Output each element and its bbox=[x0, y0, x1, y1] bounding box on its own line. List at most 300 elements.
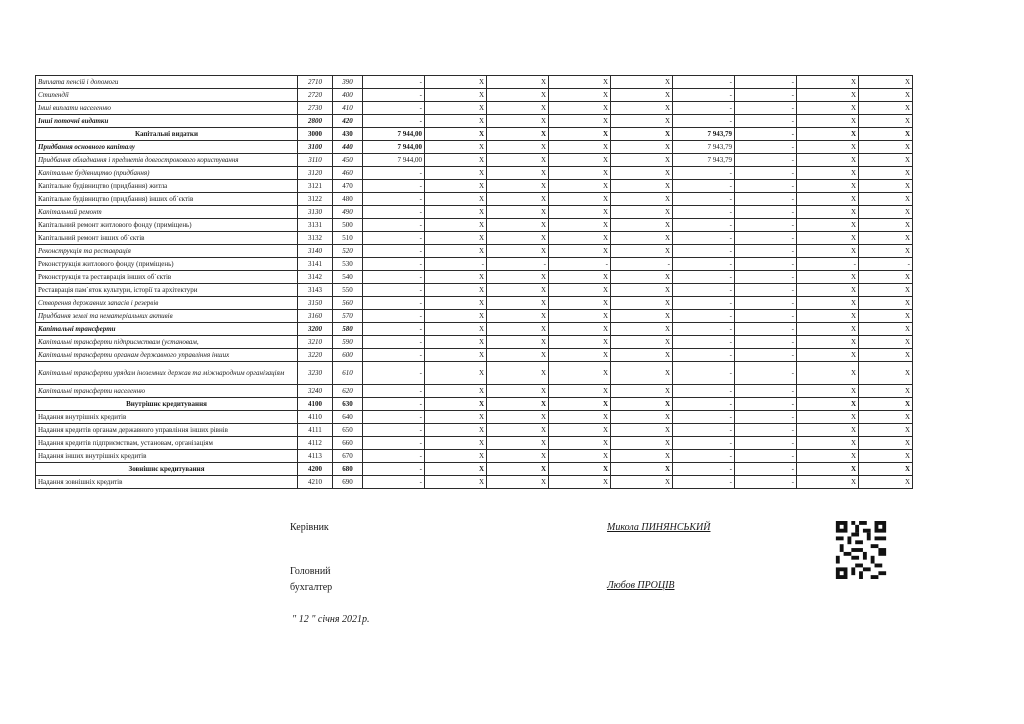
row-line-cell: 610 bbox=[333, 362, 363, 385]
row-value-cell: - bbox=[363, 362, 425, 385]
row-value-cell: - bbox=[735, 76, 797, 89]
accountant-label-line1: Головний bbox=[290, 566, 331, 577]
row-value-cell: X bbox=[859, 476, 913, 489]
row-value-cell: - bbox=[549, 258, 611, 271]
row-value-cell: X bbox=[859, 193, 913, 206]
row-value-cell: - bbox=[735, 193, 797, 206]
row-value-cell: X bbox=[859, 115, 913, 128]
row-value-cell: X bbox=[797, 180, 859, 193]
row-line-cell: 430 bbox=[333, 128, 363, 141]
row-value-cell: - bbox=[735, 206, 797, 219]
row-value-cell: - bbox=[735, 167, 797, 180]
row-value-cell: X bbox=[797, 476, 859, 489]
report-date: " 12 " січня 2021р. bbox=[292, 614, 370, 625]
table-row bbox=[36, 310, 913, 323]
row-value-cell: X bbox=[797, 232, 859, 245]
row-value-cell: - bbox=[363, 206, 425, 219]
row-value-cell: - bbox=[797, 258, 859, 271]
table-row bbox=[36, 450, 913, 463]
row-value-cell: 7 943,79 bbox=[673, 154, 735, 167]
row-value-cell: X bbox=[859, 232, 913, 245]
row-value-cell: X bbox=[859, 424, 913, 437]
row-name-cell: Капітальний ремонт інших об`єктів bbox=[36, 232, 298, 245]
row-value-cell: - bbox=[735, 362, 797, 385]
row-value-cell: X bbox=[797, 284, 859, 297]
row-value-cell: X bbox=[487, 232, 549, 245]
row-value-cell: - bbox=[363, 284, 425, 297]
row-value-cell: X bbox=[859, 349, 913, 362]
row-line-cell: 590 bbox=[333, 336, 363, 349]
row-value-cell: - bbox=[735, 180, 797, 193]
row-code-cell: 4112 bbox=[298, 437, 333, 450]
row-value-cell: X bbox=[611, 284, 673, 297]
table-row bbox=[36, 258, 913, 271]
row-value-cell: - bbox=[363, 476, 425, 489]
row-name-cell: Надання зовнішніх кредитів bbox=[36, 476, 298, 489]
row-name-cell: Капітальні трансферти підприємствам (установам, bbox=[36, 336, 298, 349]
row-value-cell: X bbox=[549, 284, 611, 297]
row-value-cell: X bbox=[611, 180, 673, 193]
row-value-cell: X bbox=[425, 411, 487, 424]
row-value-cell: X bbox=[611, 450, 673, 463]
row-value-cell: X bbox=[859, 297, 913, 310]
row-code-cell: 3230 bbox=[298, 362, 333, 385]
row-value-cell: - bbox=[487, 258, 549, 271]
row-value-cell: X bbox=[487, 245, 549, 258]
row-value-cell: - bbox=[735, 349, 797, 362]
row-value-cell: X bbox=[425, 476, 487, 489]
row-value-cell: X bbox=[487, 193, 549, 206]
row-value-cell: - bbox=[735, 398, 797, 411]
row-value-cell: - bbox=[735, 463, 797, 476]
row-value-cell: - bbox=[735, 271, 797, 284]
table-row bbox=[36, 167, 913, 180]
row-value-cell: X bbox=[487, 424, 549, 437]
row-code-cell: 4110 bbox=[298, 411, 333, 424]
row-value-cell: X bbox=[549, 141, 611, 154]
row-code-cell: 3132 bbox=[298, 232, 333, 245]
row-value-cell: X bbox=[487, 411, 549, 424]
row-value-cell: - bbox=[363, 89, 425, 102]
row-value-cell: X bbox=[859, 76, 913, 89]
row-value-cell: - bbox=[673, 167, 735, 180]
row-value-cell: 7 943,79 bbox=[673, 128, 735, 141]
row-value-cell: - bbox=[735, 258, 797, 271]
row-code-cell: 3143 bbox=[298, 284, 333, 297]
row-value-cell: - bbox=[611, 258, 673, 271]
row-line-cell: 660 bbox=[333, 437, 363, 450]
row-code-cell: 4111 bbox=[298, 424, 333, 437]
row-value-cell: X bbox=[859, 271, 913, 284]
row-line-cell: 490 bbox=[333, 206, 363, 219]
table-row bbox=[36, 476, 913, 489]
row-name-cell: Капітальний ремонт житлового фонду (приміщень) bbox=[36, 219, 298, 232]
row-line-cell: 680 bbox=[333, 463, 363, 476]
row-value-cell: X bbox=[611, 437, 673, 450]
row-value-cell: X bbox=[425, 349, 487, 362]
accountant-name: Любов ПРОЦІВ bbox=[607, 580, 675, 591]
row-value-cell: X bbox=[797, 102, 859, 115]
row-value-cell: - bbox=[363, 323, 425, 336]
row-line-cell: 600 bbox=[333, 349, 363, 362]
row-value-cell: X bbox=[487, 76, 549, 89]
row-value-cell: - bbox=[363, 258, 425, 271]
row-code-cell: 3200 bbox=[298, 323, 333, 336]
row-value-cell: X bbox=[425, 398, 487, 411]
row-value-cell: - bbox=[363, 424, 425, 437]
row-value-cell: X bbox=[549, 102, 611, 115]
row-value-cell: X bbox=[859, 102, 913, 115]
row-value-cell: 7 943,79 bbox=[673, 141, 735, 154]
row-value-cell: X bbox=[549, 336, 611, 349]
row-name-cell: Реставрація пам`яток культури, історії та архітектури bbox=[36, 284, 298, 297]
row-value-cell: X bbox=[487, 219, 549, 232]
row-value-cell: - bbox=[363, 219, 425, 232]
row-value-cell: - bbox=[673, 336, 735, 349]
row-code-cell: 4210 bbox=[298, 476, 333, 489]
row-value-cell: - bbox=[673, 463, 735, 476]
table-row bbox=[36, 115, 913, 128]
row-value-cell: - bbox=[735, 115, 797, 128]
row-value-cell: X bbox=[487, 128, 549, 141]
row-line-cell: 540 bbox=[333, 271, 363, 284]
table-row bbox=[36, 206, 913, 219]
row-value-cell: - bbox=[363, 76, 425, 89]
row-value-cell: - bbox=[735, 437, 797, 450]
row-name-cell: Капітальні трансферти населенню bbox=[36, 385, 298, 398]
row-value-cell: X bbox=[611, 193, 673, 206]
row-value-cell: - bbox=[735, 89, 797, 102]
row-value-cell: - bbox=[425, 258, 487, 271]
row-value-cell: X bbox=[425, 385, 487, 398]
row-value-cell: - bbox=[673, 102, 735, 115]
row-value-cell: X bbox=[549, 362, 611, 385]
row-value-cell: X bbox=[487, 297, 549, 310]
row-value-cell: X bbox=[549, 89, 611, 102]
table-row bbox=[36, 398, 913, 411]
row-value-cell: - bbox=[735, 476, 797, 489]
row-value-cell: X bbox=[425, 89, 487, 102]
row-value-cell: X bbox=[487, 89, 549, 102]
row-value-cell: - bbox=[673, 323, 735, 336]
row-value-cell: X bbox=[611, 362, 673, 385]
row-name-cell: Надання кредитів органам державного управління інших рівнів bbox=[36, 424, 298, 437]
table-row bbox=[36, 385, 913, 398]
row-value-cell: - bbox=[673, 232, 735, 245]
row-value-cell: X bbox=[425, 450, 487, 463]
row-value-cell: X bbox=[425, 297, 487, 310]
table-row bbox=[36, 437, 913, 450]
row-value-cell: X bbox=[487, 323, 549, 336]
row-value-cell: X bbox=[797, 89, 859, 102]
row-value-cell: X bbox=[797, 167, 859, 180]
row-value-cell: - bbox=[363, 398, 425, 411]
row-value-cell: X bbox=[859, 219, 913, 232]
accountant-label-line2: бухгалтер bbox=[290, 582, 333, 593]
row-value-cell: X bbox=[549, 450, 611, 463]
row-value-cell: X bbox=[487, 398, 549, 411]
row-value-cell: X bbox=[797, 349, 859, 362]
row-line-cell: 390 bbox=[333, 76, 363, 89]
table-row bbox=[36, 297, 913, 310]
table-row bbox=[36, 284, 913, 297]
row-value-cell: X bbox=[425, 245, 487, 258]
row-value-cell: X bbox=[425, 141, 487, 154]
row-value-cell: X bbox=[797, 385, 859, 398]
row-value-cell: X bbox=[859, 450, 913, 463]
row-value-cell: X bbox=[611, 323, 673, 336]
head-label: Керівник bbox=[290, 522, 329, 533]
row-code-cell: 4100 bbox=[298, 398, 333, 411]
row-value-cell: - bbox=[673, 349, 735, 362]
row-value-cell: - bbox=[735, 154, 797, 167]
row-line-cell: 440 bbox=[333, 141, 363, 154]
row-name-cell: Капітальне будівництво (придбання) bbox=[36, 167, 298, 180]
row-value-cell: - bbox=[363, 336, 425, 349]
row-line-cell: 500 bbox=[333, 219, 363, 232]
row-code-cell: 3160 bbox=[298, 310, 333, 323]
row-value-cell: - bbox=[673, 89, 735, 102]
row-value-cell: - bbox=[735, 141, 797, 154]
row-value-cell: X bbox=[859, 398, 913, 411]
row-name-cell: Капітальні трансферти урядам іноземних держав та міжнародним організаціям bbox=[36, 362, 298, 385]
row-value-cell: - bbox=[673, 284, 735, 297]
row-value-cell: - bbox=[735, 102, 797, 115]
report-body bbox=[36, 76, 913, 489]
row-value-cell: - bbox=[673, 271, 735, 284]
row-value-cell: X bbox=[549, 206, 611, 219]
row-line-cell: 670 bbox=[333, 450, 363, 463]
row-code-cell: 3000 bbox=[298, 128, 333, 141]
row-code-cell: 3220 bbox=[298, 349, 333, 362]
row-value-cell: X bbox=[549, 180, 611, 193]
row-value-cell: - bbox=[673, 206, 735, 219]
table-row bbox=[36, 245, 913, 258]
row-value-cell: X bbox=[611, 476, 673, 489]
row-code-cell: 4113 bbox=[298, 450, 333, 463]
row-value-cell: X bbox=[487, 141, 549, 154]
row-value-cell: X bbox=[549, 310, 611, 323]
row-name-cell: Придбання землі та нематеріальних активів bbox=[36, 310, 298, 323]
row-value-cell: - bbox=[673, 76, 735, 89]
table-row bbox=[36, 102, 913, 115]
row-value-cell: X bbox=[797, 219, 859, 232]
row-line-cell: 520 bbox=[333, 245, 363, 258]
row-value-cell: - bbox=[673, 245, 735, 258]
row-value-cell: X bbox=[859, 180, 913, 193]
row-value-cell: - bbox=[363, 167, 425, 180]
row-value-cell: 7 944,00 bbox=[363, 154, 425, 167]
table-row bbox=[36, 193, 913, 206]
row-value-cell: X bbox=[425, 180, 487, 193]
row-value-cell: X bbox=[611, 424, 673, 437]
row-value-cell: X bbox=[611, 463, 673, 476]
row-value-cell: - bbox=[673, 219, 735, 232]
row-value-cell: - bbox=[363, 310, 425, 323]
row-value-cell: X bbox=[549, 128, 611, 141]
row-value-cell: X bbox=[611, 219, 673, 232]
row-value-cell: - bbox=[363, 297, 425, 310]
row-code-cell: 2800 bbox=[298, 115, 333, 128]
row-line-cell: 470 bbox=[333, 180, 363, 193]
row-code-cell: 2710 bbox=[298, 76, 333, 89]
row-value-cell: - bbox=[363, 411, 425, 424]
row-value-cell: X bbox=[859, 89, 913, 102]
row-name-cell: Капітальне будівництво (придбання) житла bbox=[36, 180, 298, 193]
row-value-cell: - bbox=[673, 411, 735, 424]
row-value-cell: X bbox=[425, 76, 487, 89]
row-value-cell: X bbox=[859, 206, 913, 219]
row-value-cell: X bbox=[797, 450, 859, 463]
row-value-cell: - bbox=[735, 310, 797, 323]
row-name-cell: Виплата пенсій і допомоги bbox=[36, 76, 298, 89]
row-value-cell: X bbox=[425, 154, 487, 167]
row-value-cell: X bbox=[487, 284, 549, 297]
row-name-cell: Реконструкція житлового фонду (приміщень) bbox=[36, 258, 298, 271]
row-line-cell: 460 bbox=[333, 167, 363, 180]
row-name-cell: Капітальний ремонт bbox=[36, 206, 298, 219]
row-value-cell: X bbox=[611, 76, 673, 89]
row-name-cell: Капітальні трансферти bbox=[36, 323, 298, 336]
table-row bbox=[36, 424, 913, 437]
table-row bbox=[36, 336, 913, 349]
row-value-cell: X bbox=[797, 271, 859, 284]
row-line-cell: 530 bbox=[333, 258, 363, 271]
row-value-cell: X bbox=[487, 437, 549, 450]
row-value-cell: - bbox=[735, 297, 797, 310]
row-value-cell: - bbox=[673, 297, 735, 310]
row-value-cell: - bbox=[735, 336, 797, 349]
row-value-cell: - bbox=[673, 424, 735, 437]
row-value-cell: X bbox=[487, 336, 549, 349]
row-line-cell: 450 bbox=[333, 154, 363, 167]
row-value-cell: X bbox=[611, 232, 673, 245]
row-value-cell: X bbox=[797, 193, 859, 206]
row-value-cell: - bbox=[363, 232, 425, 245]
row-value-cell: X bbox=[487, 310, 549, 323]
row-value-cell: X bbox=[425, 102, 487, 115]
row-value-cell: X bbox=[549, 167, 611, 180]
table-row bbox=[36, 323, 913, 336]
row-value-cell: X bbox=[797, 76, 859, 89]
row-value-cell: X bbox=[425, 219, 487, 232]
row-value-cell: - bbox=[363, 102, 425, 115]
row-value-cell: X bbox=[487, 102, 549, 115]
table-row bbox=[36, 128, 913, 141]
row-value-cell: X bbox=[487, 450, 549, 463]
row-value-cell: X bbox=[549, 115, 611, 128]
row-value-cell: X bbox=[487, 463, 549, 476]
row-value-cell: - bbox=[673, 437, 735, 450]
row-code-cell: 2730 bbox=[298, 102, 333, 115]
row-value-cell: X bbox=[611, 385, 673, 398]
table-row bbox=[36, 89, 913, 102]
row-value-cell: X bbox=[549, 323, 611, 336]
row-name-cell: Капітальне будівництво (придбання) інших об`єктів bbox=[36, 193, 298, 206]
row-line-cell: 560 bbox=[333, 297, 363, 310]
row-value-cell: X bbox=[797, 323, 859, 336]
row-value-cell: X bbox=[549, 76, 611, 89]
row-value-cell: X bbox=[859, 141, 913, 154]
row-value-cell: X bbox=[797, 310, 859, 323]
row-line-cell: 420 bbox=[333, 115, 363, 128]
row-name-cell: Надання кредитів підприємствам, установам, організаціям bbox=[36, 437, 298, 450]
row-value-cell: X bbox=[859, 411, 913, 424]
row-value-cell: X bbox=[859, 362, 913, 385]
row-value-cell: X bbox=[487, 180, 549, 193]
table-row bbox=[36, 154, 913, 167]
row-value-cell: X bbox=[425, 284, 487, 297]
row-value-cell: X bbox=[859, 284, 913, 297]
row-name-cell: Придбання основного капіталу bbox=[36, 141, 298, 154]
row-line-cell: 410 bbox=[333, 102, 363, 115]
row-value-cell: X bbox=[797, 128, 859, 141]
row-line-cell: 640 bbox=[333, 411, 363, 424]
row-value-cell: X bbox=[549, 437, 611, 450]
row-value-cell: X bbox=[797, 154, 859, 167]
row-value-cell: - bbox=[363, 115, 425, 128]
row-line-cell: 690 bbox=[333, 476, 363, 489]
row-value-cell: - bbox=[673, 476, 735, 489]
row-value-cell: X bbox=[425, 128, 487, 141]
row-value-cell: - bbox=[363, 245, 425, 258]
row-code-cell: 3131 bbox=[298, 219, 333, 232]
row-value-cell: X bbox=[859, 323, 913, 336]
row-value-cell: X bbox=[425, 193, 487, 206]
row-name-cell: Стипендії bbox=[36, 89, 298, 102]
row-value-cell: X bbox=[859, 385, 913, 398]
row-value-cell: X bbox=[611, 245, 673, 258]
table-row bbox=[36, 219, 913, 232]
row-name-cell: Придбання обладнання і предметів довгострокового користування bbox=[36, 154, 298, 167]
row-line-cell: 650 bbox=[333, 424, 363, 437]
row-value-cell: X bbox=[549, 219, 611, 232]
row-value-cell: - bbox=[673, 258, 735, 271]
row-value-cell: X bbox=[611, 115, 673, 128]
row-value-cell: X bbox=[425, 336, 487, 349]
row-value-cell: - bbox=[735, 323, 797, 336]
row-value-cell: X bbox=[425, 167, 487, 180]
row-name-cell: Реконструкція та реставрація bbox=[36, 245, 298, 258]
row-code-cell: 3122 bbox=[298, 193, 333, 206]
row-value-cell: - bbox=[363, 463, 425, 476]
row-value-cell: - bbox=[673, 115, 735, 128]
row-value-cell: - bbox=[363, 271, 425, 284]
row-code-cell: 3100 bbox=[298, 141, 333, 154]
row-value-cell: - bbox=[735, 385, 797, 398]
row-value-cell: - bbox=[363, 437, 425, 450]
row-value-cell: - bbox=[735, 284, 797, 297]
row-value-cell: X bbox=[487, 154, 549, 167]
row-code-cell: 2720 bbox=[298, 89, 333, 102]
row-value-cell: X bbox=[611, 141, 673, 154]
row-value-cell: X bbox=[425, 271, 487, 284]
row-value-cell: X bbox=[549, 271, 611, 284]
row-value-cell: X bbox=[549, 245, 611, 258]
row-value-cell: X bbox=[549, 463, 611, 476]
row-value-cell: X bbox=[797, 424, 859, 437]
row-value-cell: X bbox=[797, 245, 859, 258]
row-name-cell: Надання внутрішніх кредитів bbox=[36, 411, 298, 424]
row-value-cell: X bbox=[549, 424, 611, 437]
row-code-cell: 3121 bbox=[298, 180, 333, 193]
row-line-cell: 480 bbox=[333, 193, 363, 206]
row-value-cell: X bbox=[425, 232, 487, 245]
row-value-cell: - bbox=[859, 258, 913, 271]
row-value-cell: X bbox=[425, 323, 487, 336]
row-name-cell: Надання інших внутрішніх кредитів bbox=[36, 450, 298, 463]
row-value-cell: X bbox=[549, 193, 611, 206]
